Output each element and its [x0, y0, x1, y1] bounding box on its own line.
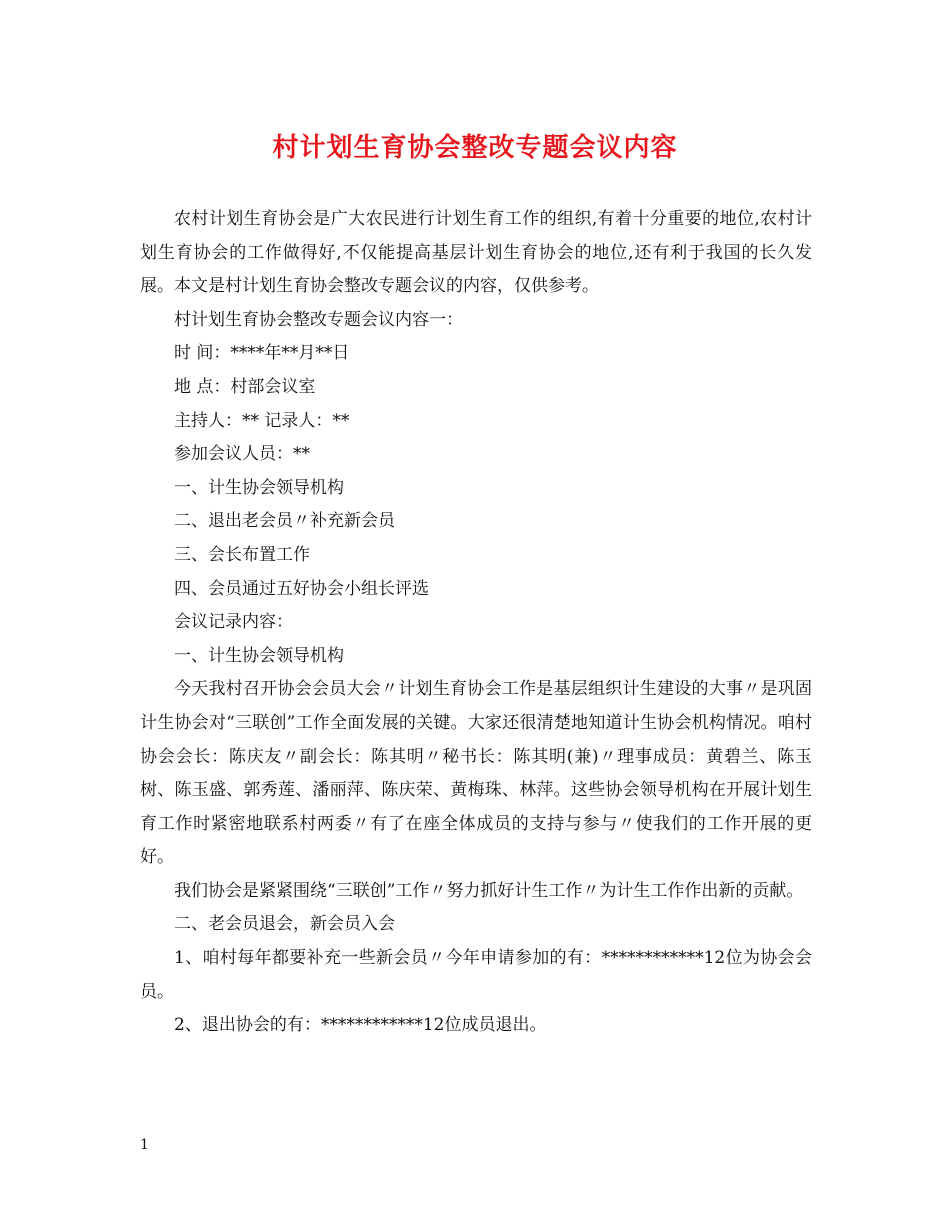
- agenda-item-1: 一、计生协会领导机构: [174, 477, 344, 498]
- meeting-attendees: 参加会议人员：**: [174, 444, 310, 465]
- document-body: [140, 203, 812, 1043]
- agenda-item-2: 二、退出老会员〃补充新会员: [174, 511, 395, 532]
- section-1-paragraph: 今天我村召开协会会员大会〃计划生育协会工作是基层组织计生建设的大事〃是巩固计生协会对“三联创”工作全面发展的关键。大家还很清楚地知道计生协会机构情况。咱村协会会长：陈庆友〃副会长：陈其明〃秘书长：陈其明(兼)〃理事成员：黄碧兰、陈玉树、陈玉盛、郭秀莲、潘丽萍、陈庆荣、黄梅珠、林萍。这些协会领导机构在开展计划生育工作时紧密地联系村两委〃有了在座全体成员的支持与参与〃使我们的工作开展的更好。: [140, 679, 812, 868]
- agenda-item-4: 四、会员通过五好协会小组长评选: [174, 578, 429, 599]
- meeting-heading: 村计划生育协会整改专题会议内容一：: [174, 309, 463, 330]
- section-heading-2: 二、老会员退会，新会员入会: [174, 914, 395, 935]
- minutes-heading: 会议记录内容：: [174, 612, 293, 633]
- section-2-item-2: 2、退出协会的有：************12位成员退出。: [174, 1015, 547, 1036]
- page-number: 1: [140, 1137, 149, 1153]
- section-1-closing-paragraph: 我们协会是紧紧围绕“三联创”工作〃努力抓好计生工作〃为计生工作作出新的贡献。: [174, 880, 804, 901]
- agenda-item-3: 三、会长布置工作: [174, 544, 310, 565]
- meeting-time: 时 间：****年**月**日: [174, 343, 350, 364]
- intro-paragraph: 农村计划生育协会是广大农民进行计划生育工作的组织,有着十分重要的地位,农村计划生育协会的工作做得好,不仅能提高基层计划生育协会的地位,还有利于我国的长久发展。本文是村计划生育协会整改专题会议的内容，仅供参考。: [140, 209, 812, 297]
- section-2-item-1: 1、咱村每年都要补充一些新会员〃今年申请参加的有：************12位为协会会员。: [140, 948, 812, 1002]
- document-title: 村计划生育协会整改专题会议内容: [272, 133, 678, 163]
- meeting-location: 地 点：村部会议室: [174, 376, 316, 397]
- section-heading-1: 一、计生协会领导机构: [174, 645, 344, 666]
- meeting-host-recorder: 主持人：** 记录人：**: [174, 410, 350, 431]
